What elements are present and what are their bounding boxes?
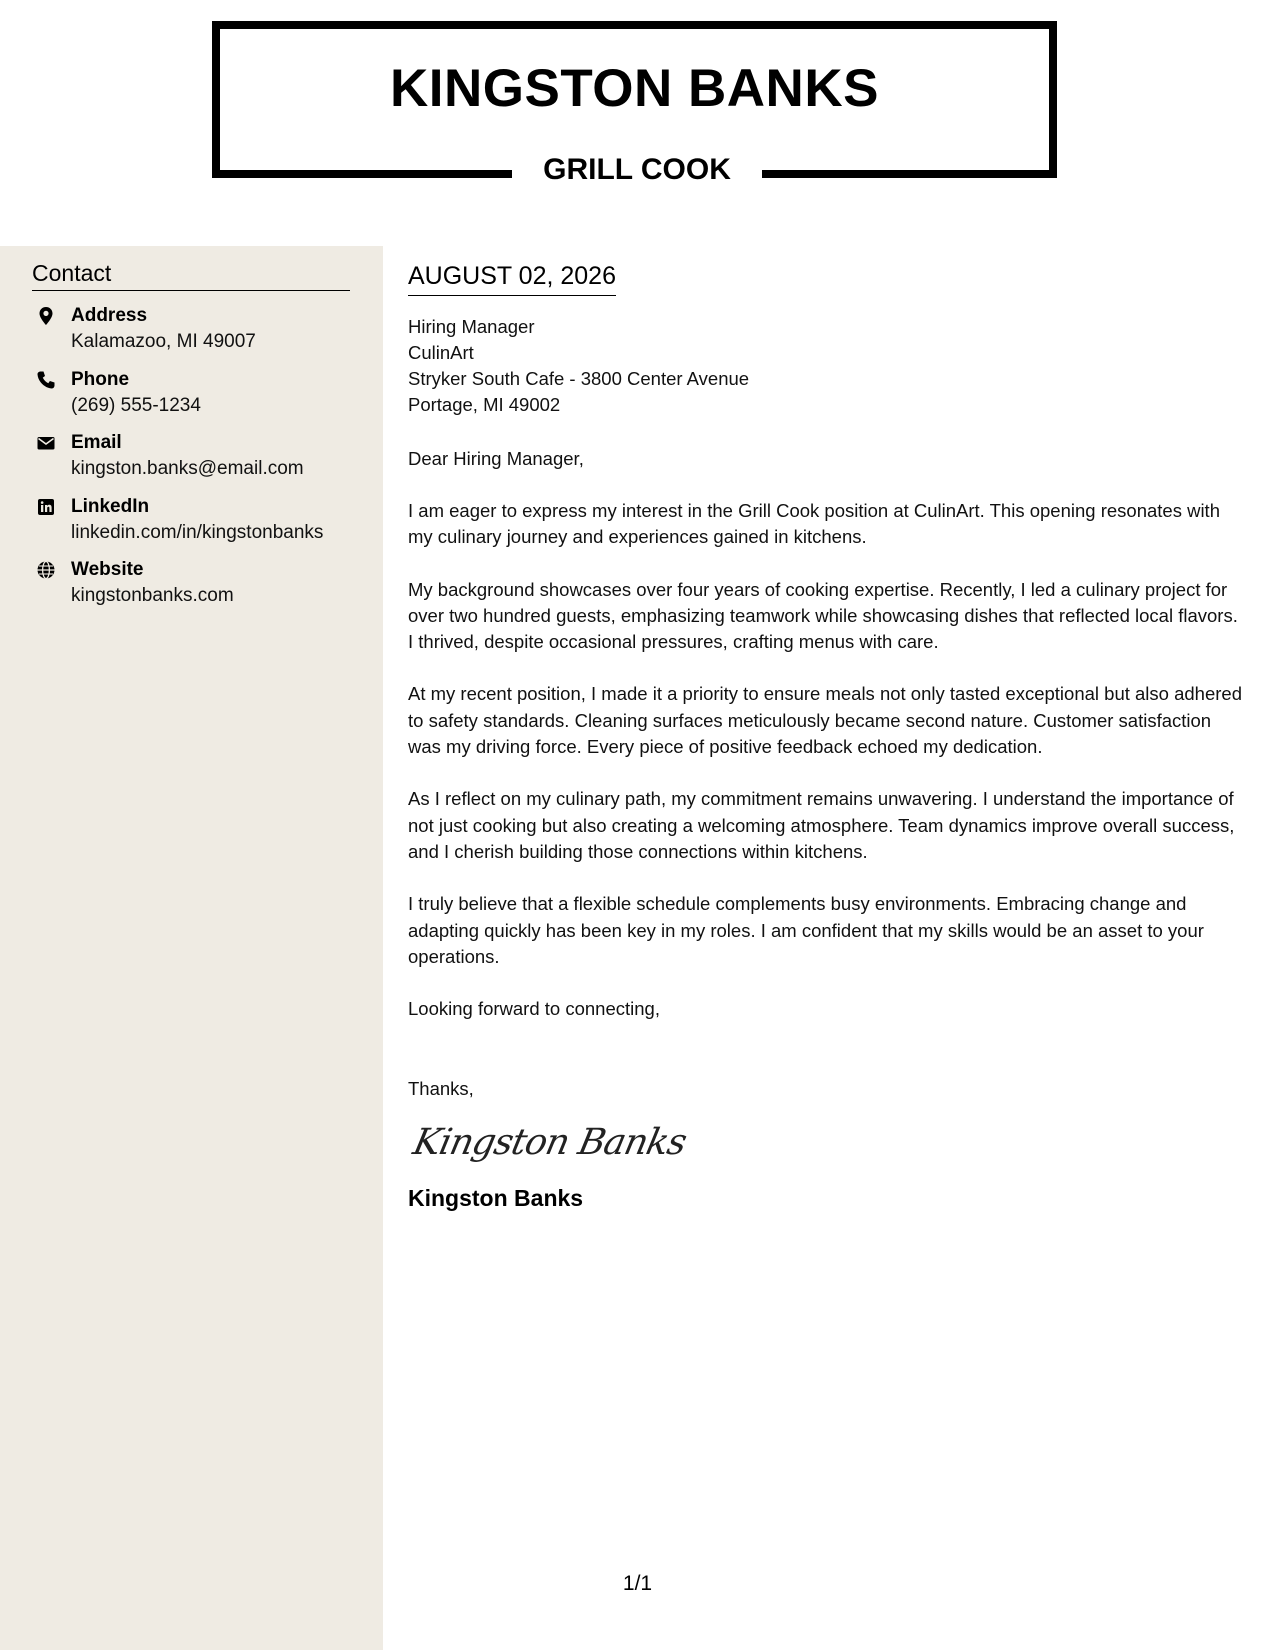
- handwritten-signature: Kingston Banks: [409, 1122, 690, 1164]
- signed-name: Kingston Banks: [408, 1185, 584, 1212]
- contact-item-website: [32, 559, 372, 623]
- contact-item-email: [32, 432, 372, 496]
- letter-paragraph: I am eager to express my interest in the Grill Cook position at CulinArt. This opening resonates with my culinary journey and experiences gained in kitchens.: [408, 500, 1220, 548]
- letter-paragraph: I truly believe that a flexible schedule complements busy environments. Embracing change and adapting quickly has been key in my roles. I am confident that my skills would be an asset to your operations.: [408, 893, 1204, 967]
- job-title: GRILL COOK: [543, 153, 731, 186]
- website-value[interactable]: kingstonbanks.com: [71, 585, 234, 606]
- globe-icon: [36, 560, 56, 580]
- contact-item-linkedin: [32, 496, 372, 560]
- email-label: Email: [71, 432, 122, 453]
- address-label: Address: [71, 305, 148, 326]
- letter-body: [408, 262, 1248, 1212]
- candidate-name: KINGSTON BANKS: [390, 59, 879, 118]
- letter-paragraph: As I reflect on my culinary path, my commitment remains unwavering. I understand the importance of not just cooking but also creating a welcoming atmosphere. Team dynamics improve overall success, and I cherish building those connections within kitchens.: [408, 788, 1235, 862]
- email-value: kingston.banks@email.com: [71, 458, 304, 479]
- recipient-line: Stryker South Cafe - 3800 Center Avenue: [408, 368, 750, 389]
- website-label: Website: [71, 559, 144, 580]
- closing-line: Looking forward to connecting,: [408, 998, 660, 1020]
- recipient-line: Portage, MI 49002: [408, 394, 561, 415]
- recipient-line: CulinArt: [408, 342, 474, 363]
- recipient-line: Hiring Manager: [408, 316, 535, 337]
- page-number: 1/1: [622, 1572, 653, 1595]
- letter-paragraph: My background showcases over four years of cooking expertise. Recently, I led a culinary project for over two hundred guests, emphasizing teamwork while showcasing dishes that reflected local flavors. I thrived, despite occasional pressures, crafting menus with care.: [408, 578, 1238, 653]
- salutation: Dear Hiring Manager,: [408, 448, 584, 469]
- thanks-line: Thanks,: [408, 1078, 474, 1100]
- envelope-icon: [36, 433, 56, 453]
- phone-label: Phone: [71, 368, 130, 390]
- map-pin-icon: [36, 306, 56, 326]
- phone-value: (269) 555-1234: [71, 394, 201, 416]
- linkedin-label: LinkedIn: [71, 495, 150, 517]
- linkedin-icon: [36, 497, 56, 517]
- phone-icon: [36, 370, 56, 390]
- address-value: Kalamazoo, MI 49007: [71, 331, 256, 352]
- contact-item-address: [32, 305, 372, 369]
- recipient-block: [408, 314, 1248, 418]
- contact-heading: Contact: [32, 260, 350, 291]
- contact-item-phone: [32, 369, 372, 433]
- letter-paragraph: At my recent position, I made it a priority to ensure meals not only tasted exceptional but also adhered to safety standards. Cleaning surfaces meticulously became second nature. Customer satisfaction was my driving force. Every piece of positive feedback echoed my dedication.: [408, 683, 1242, 758]
- contact-list: [32, 305, 372, 623]
- linkedin-value[interactable]: linkedin.com/in/kingstonbanks: [71, 521, 324, 543]
- letter-date: AUGUST 02, 2026: [408, 262, 616, 296]
